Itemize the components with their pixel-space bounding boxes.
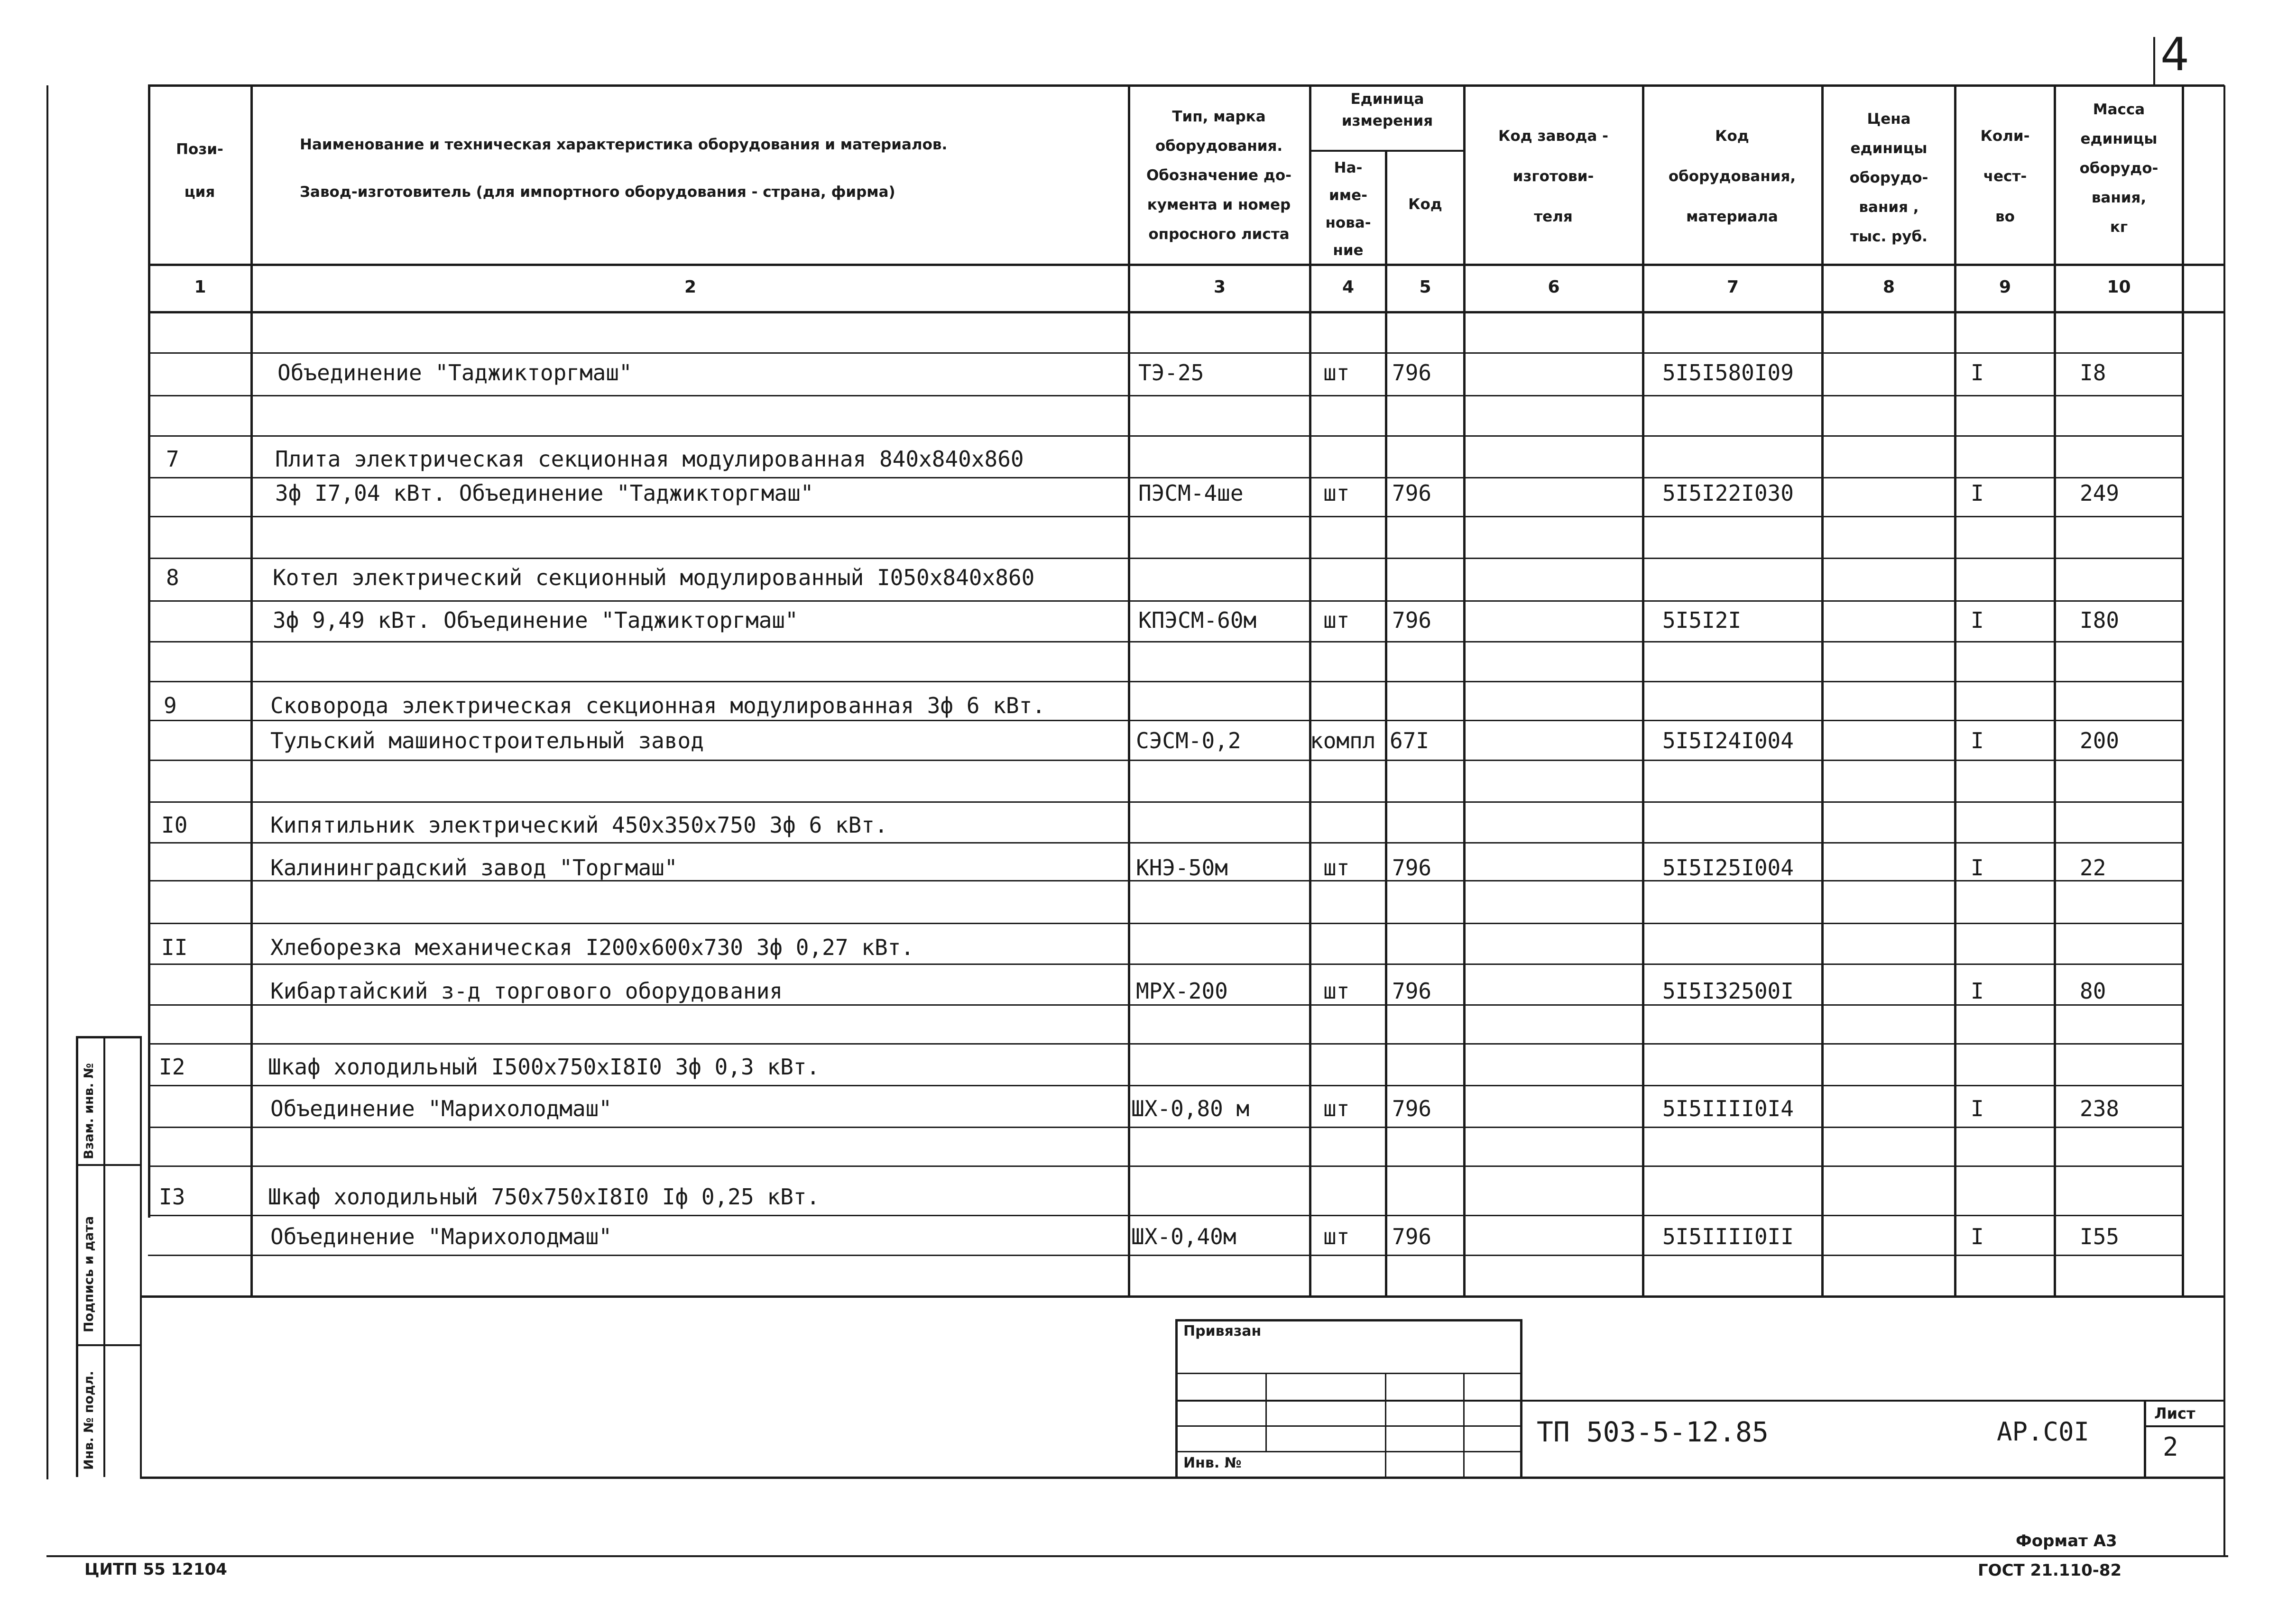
cell-type: ШХ-0,40м [1131,1224,1236,1249]
cell-unit-code: 67I [1390,728,1430,753]
row-sep [148,641,2183,642]
side-stamp-left [76,1036,78,1477]
cell-position: II [161,935,188,960]
unit-subheader-line [1309,150,1466,152]
header-equipment-code: Код оборудования, материала [1668,128,1796,225]
col-line-4 [1385,151,1387,1296]
cell-name: Объединение "Таджикторгмаш" [277,360,632,385]
page-number-tick [2153,37,2155,84]
cell-qty: I [1971,1224,1984,1249]
cell-qty: I [1971,728,1984,753]
sheet-number: 2 [2163,1432,2178,1462]
cell-name: Калининградский завод "Торгмаш" [270,855,678,881]
cell-qty: I [1971,480,1984,506]
table-bottom-line [140,1295,2224,1298]
cell-name: Шкаф холодильный I500х750хI8I0 3ф 0,3 кВт. [268,1054,820,1080]
cell-mass: 238 [2080,1096,2120,1121]
cell-position: 7 [166,446,179,472]
header-type: Тип, марка оборудования. Обозначение до- кумента и номер опросного листа [1146,108,1292,243]
cell-code: 5I5IIII0I4 [1662,1096,1794,1121]
row-sep [148,923,2183,924]
cell-name: Кибартайский з-д торгового оборудования [270,978,783,1004]
row-sep [148,435,2183,437]
stamp-line [1175,1400,2224,1402]
cell-code: 5I5I22I030 [1662,480,1794,506]
cell-position: 8 [166,565,179,590]
cell-type: СЭСМ-0,2 [1136,728,1241,753]
numbers-row-bottom-line [148,311,2224,313]
cell-position: I0 [161,812,188,838]
stamp-left [1175,1319,1178,1477]
sheet-label: Лист [2154,1404,2195,1422]
footer-gost: ГОСТ 21.110-82 [1978,1561,2122,1580]
cell-mass: I8 [2080,360,2106,385]
cell-qty: I [1971,607,1984,633]
cell-position: I3 [159,1184,185,1210]
cell-name: Объединение "Марихолодмаш" [270,1224,612,1249]
right-frame-line [2223,85,2225,1557]
cell-name: Хлеборезка механическая I200х600х730 3ф 0,27 кВт. [270,935,914,960]
footer-format: Формат А3 [2016,1532,2117,1551]
column-number: 6 [1548,277,1560,297]
column-number: 5 [1419,277,1431,297]
cell-name: 3ф 9,49 кВт. Объединение "Таджикторгмаш" [273,607,798,633]
side-stamp-mid [103,1036,105,1477]
cell-code: 5I5I580I09 [1662,360,1794,385]
row-sep [148,801,2183,803]
cell-mass: I80 [2080,607,2120,633]
cell-name: Кипятильник электрический 450х350х750 3ф 6 кВт. [270,812,888,838]
cell-code: 5I5I32500I [1662,978,1794,1004]
cell-position: I2 [159,1054,185,1080]
side-label-podpis: Подпись и дата [82,1216,96,1332]
cell-unit: шт [1323,855,1350,881]
stamp-right-box [1520,1319,1522,1477]
cell-type: КНЭ-50м [1136,855,1228,881]
cell-name: Плита электрическая секционная модулированная 840х840х860 [275,446,1024,472]
cell-name: Сковорода электрическая секционная модулированная 3ф 6 кВт. [270,693,1045,718]
header-position: Пози- ция [176,141,223,201]
cell-type: МРХ-200 [1136,978,1228,1004]
side-stamp-top [76,1036,141,1038]
cell-unit-code: 796 [1392,480,1432,506]
frame-bottom-line [140,1477,2224,1479]
column-number: 7 [1726,277,1739,297]
column-number: 2 [684,277,697,297]
row-sep [148,516,2183,517]
cell-name: Тульский машиностроительный завод [270,728,704,753]
cell-position: 9 [164,693,177,718]
cell-mass: 200 [2080,728,2120,753]
header-unit-group: Единица измерения [1341,91,1433,129]
cell-mass: 249 [2080,480,2120,506]
cell-code: 5I5I25I004 [1662,855,1794,881]
stamp-inv-no: Инв. № [1183,1455,1242,1471]
row-sep [148,681,2183,682]
cell-unit-code: 796 [1392,360,1432,385]
stamp-top [1175,1319,1522,1321]
sheet-box-left [2144,1400,2146,1477]
stamp-col [1385,1373,1386,1477]
cell-qty: I [1971,1096,1984,1121]
cell-type: ПЭСМ-4ше [1138,480,1244,506]
sheet-box-sep [2144,1425,2224,1427]
cell-unit: шт [1323,1096,1350,1121]
header-unit-code: Код [1408,196,1442,213]
cell-mass: 22 [2080,855,2106,881]
column-number: 3 [1213,277,1226,297]
cell-mass: 80 [2080,978,2106,1004]
row-sep [148,395,2183,396]
cell-qty: I [1971,360,1984,385]
stamp-line [1175,1451,1522,1452]
cell-name: Котел электрический секционный модулированный I050х840х860 [273,565,1035,590]
cell-unit-code: 796 [1392,855,1432,881]
cell-name: Шкаф холодильный 750х750хI8I0 Iф 0,25 кВт. [268,1184,820,1210]
side-label-vzam: Взам. инв. № [82,1063,96,1159]
doc-code: ТП 503-5-12.85 [1537,1416,1769,1448]
column-number: 9 [1999,277,2011,297]
header-unit-name: На- име- нова- ние [1325,159,1371,259]
cell-qty: I [1971,978,1984,1004]
footer-left: ЦИТП 55 12104 [84,1560,227,1579]
row-sep [148,1165,2183,1167]
cell-unit: шт [1323,480,1350,506]
cell-unit-code: 796 [1392,1096,1432,1121]
table-top-line [148,84,2224,87]
stamp-line [1175,1373,1522,1374]
cell-type: ТЭ-25 [1138,360,1204,385]
header-price: Цена единицы оборудо- вания , тыс. руб. [1849,110,1928,245]
cell-qty: I [1971,855,1984,881]
bottom-binding-line [46,1555,2228,1557]
cell-name: Объединение "Марихолодмаш" [270,1096,612,1121]
col-line-10 [2182,84,2184,1296]
stamp-line [1175,1425,1522,1427]
row-sep [148,1043,2183,1045]
header-quantity: Коли- чест- во [1980,128,2030,225]
left-binding-line [46,85,48,1479]
cell-unit: шт [1323,360,1350,385]
side-label-inv-podl: Инв. № подл. [82,1371,96,1470]
cell-unit: шт [1323,607,1350,633]
cell-code: 5I5I24I004 [1662,728,1794,753]
cell-unit: шт [1323,978,1350,1004]
row-sep [148,760,2183,761]
header-name: Наименование и техническая характеристика оборудования и материалов. Завод-изготовитель (для импортного оборудования - страна, фирма) [300,136,948,201]
cell-code: 5I5IIII0II [1662,1224,1794,1249]
cell-name: 3ф I7,04 кВт. Объединение "Таджикторгмаш" [275,480,814,506]
cell-code: 5I5I2I [1662,607,1742,633]
side-stamp-sep [76,1164,141,1166]
stamp-col [1265,1373,1267,1452]
cell-unit-code: 796 [1392,978,1432,1004]
side-stamp-sep [76,1344,141,1346]
column-number: 8 [1882,277,1895,297]
stamp-col [1463,1373,1465,1477]
cell-unit-code: 796 [1392,1224,1432,1249]
doc-section: АР.С0I [1997,1417,2090,1447]
column-number: 1 [194,277,206,297]
cell-unit-code: 796 [1392,607,1432,633]
side-stamp-right [140,1036,142,1477]
column-number: 10 [2107,277,2131,297]
header-factory-code: Код завода - изготови- теля [1498,128,1608,225]
cell-type: ШХ-0,80 м [1131,1096,1250,1121]
cell-unit: шт [1323,1224,1350,1249]
cell-type: КПЭСМ-60м [1138,607,1257,633]
page-number: 4 [2160,28,2190,81]
header-mass: Масса единицы оборудо- вания, кг [2079,101,2158,236]
cell-unit: компл [1310,728,1376,753]
col-line-0 [148,84,150,1218]
cell-mass: I55 [2080,1224,2120,1249]
column-number: 4 [1342,277,1355,297]
stamp-privyazan: Привязан [1183,1323,1262,1340]
